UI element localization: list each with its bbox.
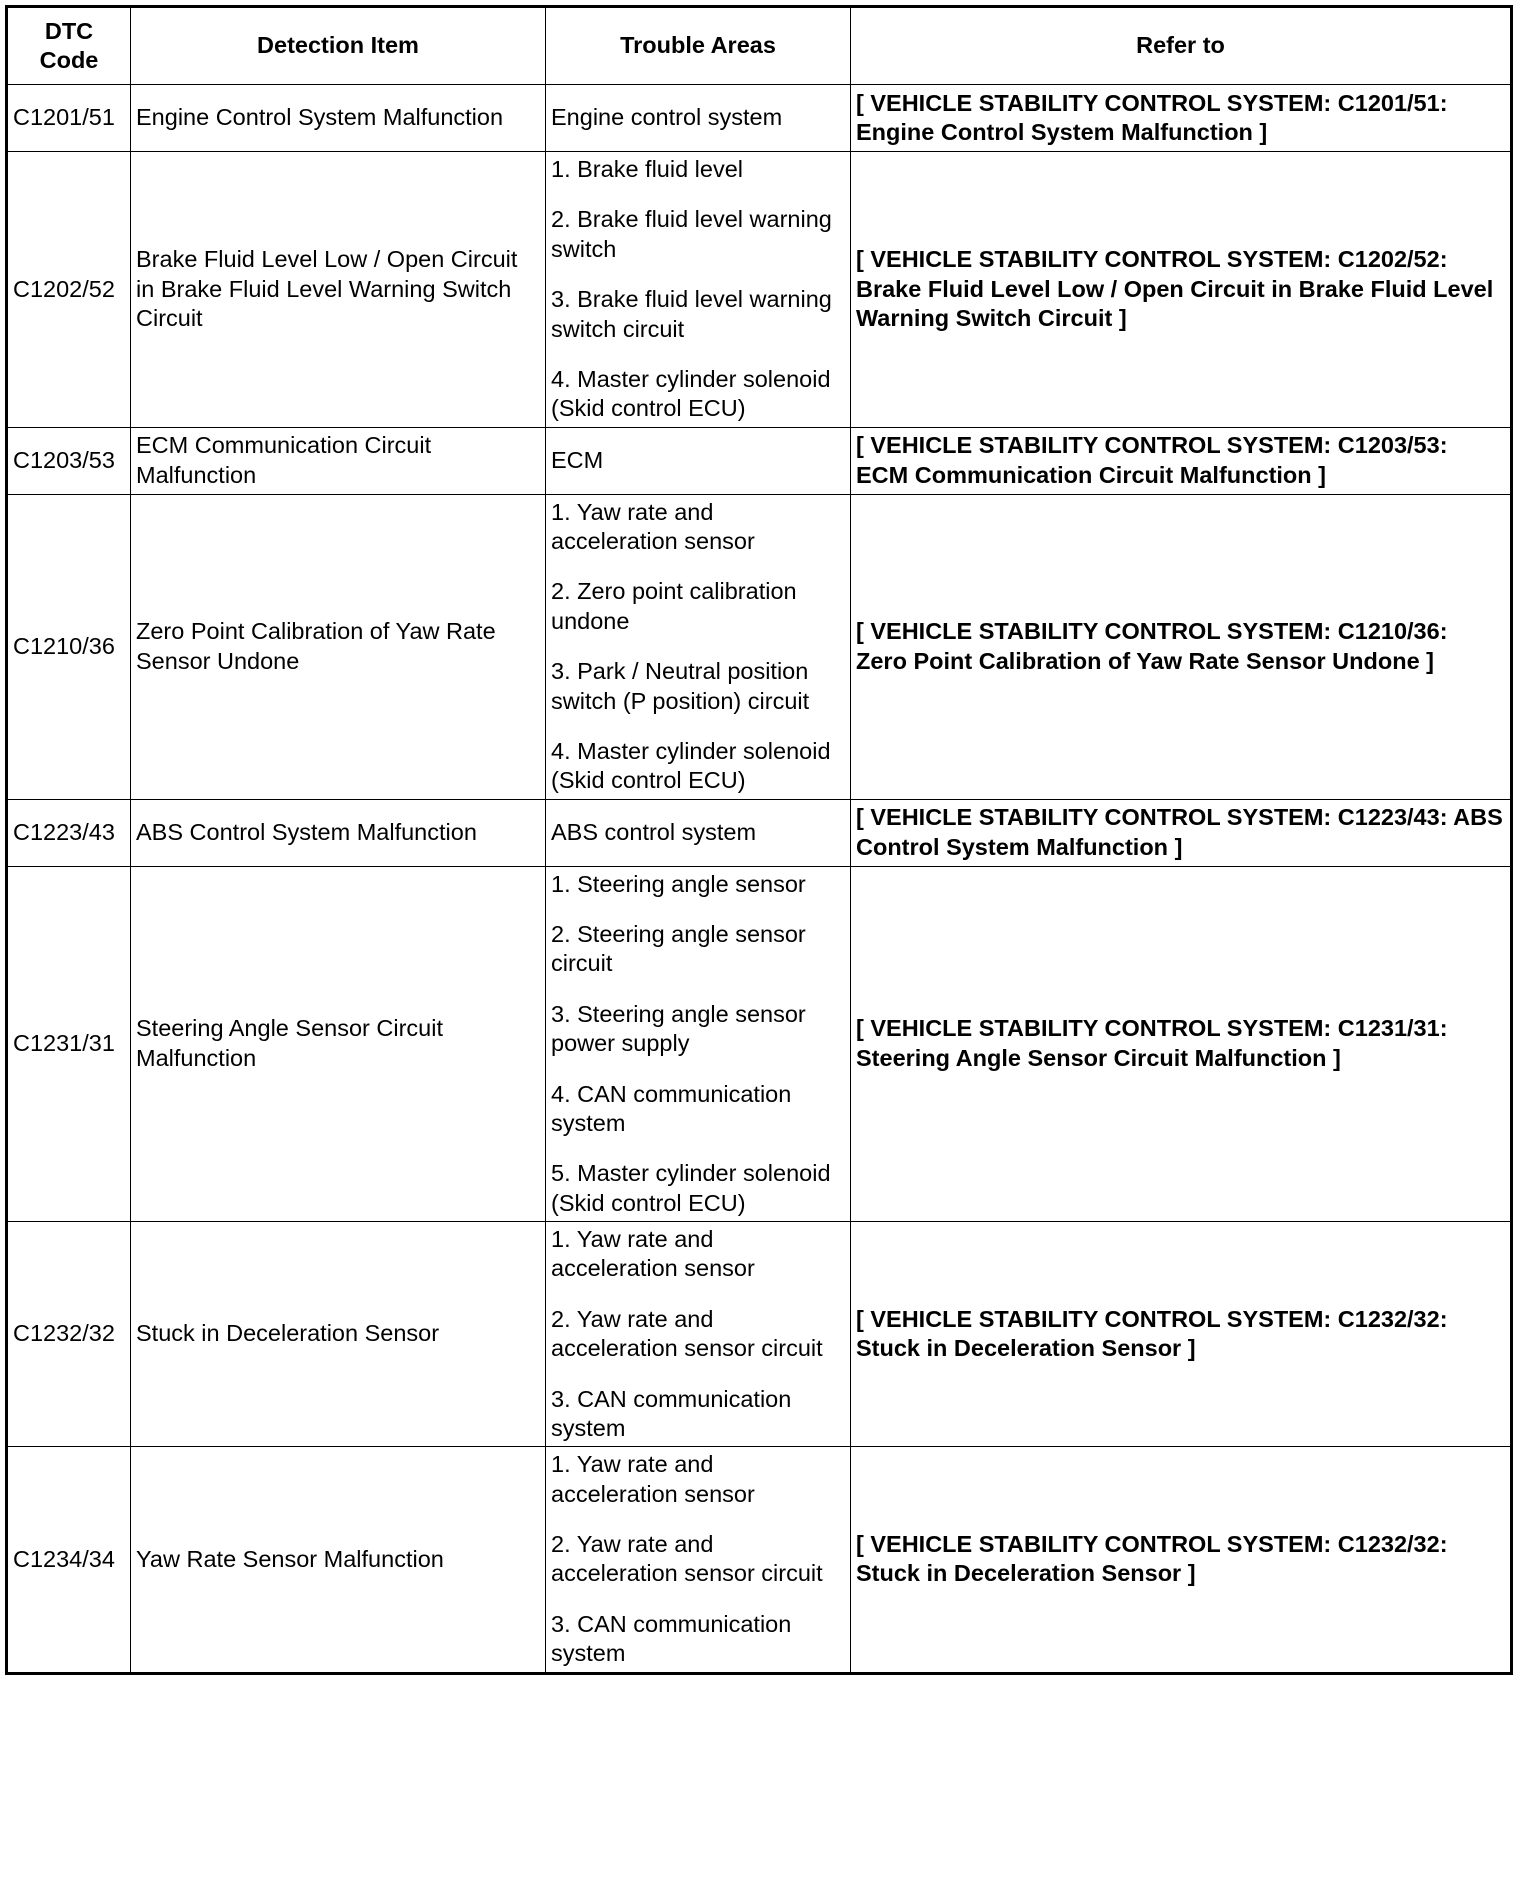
table-body [7,85,1512,1674]
trouble-areas-cell [546,427,851,494]
dtc-code-cell: C1223/43 [7,799,131,866]
dtc-code-cell: C1203/53 [7,427,131,494]
trouble-areas-cell [546,85,851,152]
trouble-area-item: ECM [551,446,604,473]
dtc-code-cell: C1231/31 [7,866,131,1221]
header-detection-item: Detection Item [131,7,546,85]
trouble-area-item: 4. Master cylinder solenoid (Skid control ECU) [551,365,831,422]
detection-item-cell: Steering Angle Sensor Circuit Malfunction [131,866,546,1221]
table-row [7,1222,1512,1447]
trouble-areas-list [551,870,843,1218]
detection-item-cell: Stuck in Deceleration Sensor [131,1222,546,1447]
detection-item-cell: Engine Control System Malfunction [131,85,546,152]
refer-to-link[interactable]: [ VEHICLE STABILITY CONTROL SYSTEM: C1203/53: ECM Communication Circuit Malfunction ] [851,427,1512,494]
trouble-area-item: 1. Yaw rate and acceleration sensor [551,498,755,554]
trouble-area-item: 2. Zero point calibration undone [551,578,797,634]
trouble-areas-cell [546,1447,851,1673]
trouble-area-item: 1. Steering angle sensor [551,870,806,897]
trouble-area-item: 3. Brake fluid level warning switch circuit [551,286,832,342]
trouble-area-item: 2. Brake fluid level warning switch [551,206,832,262]
table-row [7,152,1512,428]
table-row [7,85,1512,152]
trouble-area-item: 3. Steering angle sensor power supply [551,1000,806,1057]
dtc-code-cell: C1201/51 [7,85,131,152]
trouble-area-item: 2. Yaw rate and acceleration sensor circuit [551,1531,823,1587]
trouble-area-item: 4. CAN communication system [551,1080,792,1136]
dtc-table [5,5,1513,1675]
refer-to-link[interactable]: [ VEHICLE STABILITY CONTROL SYSTEM: C1232/32: Stuck in Deceleration Sensor ] [851,1222,1512,1447]
detection-item-cell: ECM Communication Circuit Malfunction [131,427,546,494]
detection-item-cell: Yaw Rate Sensor Malfunction [131,1447,546,1673]
trouble-areas-cell [546,799,851,866]
refer-to-link[interactable]: [ VEHICLE STABILITY CONTROL SYSTEM: C1231/31: Steering Angle Sensor Circuit Malfunction ] [851,866,1512,1221]
trouble-area-item: Engine control system [551,104,783,131]
dtc-code-cell: C1202/52 [7,152,131,428]
trouble-area-item: 2. Yaw rate and acceleration sensor circuit [551,1305,823,1362]
trouble-area-item: 1. Brake fluid level [551,156,744,182]
dtc-code-cell: C1234/34 [7,1447,131,1673]
table-row [7,427,1512,494]
dtc-code-cell: C1232/32 [7,1222,131,1447]
trouble-area-item: 1. Yaw rate and acceleration sensor [551,1451,755,1507]
trouble-area-item: 3. Park / Neutral position switch (P position) circuit [551,658,810,714]
trouble-areas-cell [546,866,851,1221]
trouble-areas-list [551,1450,843,1668]
header-trouble-areas: Trouble Areas [546,7,851,85]
trouble-areas-list [551,818,843,847]
trouble-areas-list [551,155,843,424]
trouble-areas-list [551,498,843,796]
refer-to-link[interactable]: [ VEHICLE STABILITY CONTROL SYSTEM: C1202/52: Brake Fluid Level Low / Open Circuit in Brake Fluid Level Warning Switch Circuit ] [851,152,1512,428]
trouble-area-item: 2. Steering angle sensor circuit [551,921,806,977]
refer-to-link[interactable]: [ VEHICLE STABILITY CONTROL SYSTEM: C1210/36: Zero Point Calibration of Yaw Rate Sensor Undone ] [851,494,1512,799]
table-row [7,866,1512,1221]
trouble-areas-cell [546,494,851,799]
header-row [7,7,1512,85]
refer-to-link[interactable]: [ VEHICLE STABILITY CONTROL SYSTEM: C1201/51: Engine Control System Malfunction ] [851,85,1512,152]
header-dtc-code-line2: Code [39,47,99,73]
header-dtc-code [7,7,131,85]
header-refer-to: Refer to [851,7,1512,85]
detection-item-cell: Brake Fluid Level Low / Open Circuit in Brake Fluid Level Warning Switch Circuit [131,152,546,428]
trouble-areas-cell [546,152,851,428]
trouble-area-item: 5. Master cylinder solenoid (Skid control ECU) [551,1160,831,1216]
header-dtc-code-line1: DTC [44,17,94,44]
trouble-area-item: 1. Yaw rate and acceleration sensor [551,1226,755,1282]
trouble-areas-list [551,103,843,132]
trouble-areas-list [551,446,843,475]
refer-to-link[interactable]: [ VEHICLE STABILITY CONTROL SYSTEM: C1232/32: Stuck in Deceleration Sensor ] [851,1447,1512,1673]
trouble-area-item: 3. CAN communication system [551,1610,792,1667]
table-row [7,799,1512,866]
dtc-code-cell: C1210/36 [7,494,131,799]
table-row [7,1447,1512,1673]
trouble-area-item: 3. CAN communication system [551,1385,792,1441]
trouble-area-item: ABS control system [551,818,757,845]
refer-to-link[interactable]: [ VEHICLE STABILITY CONTROL SYSTEM: C1223/43: ABS Control System Malfunction ] [851,799,1512,866]
table-row [7,494,1512,799]
detection-item-cell: Zero Point Calibration of Yaw Rate Sensor Undone [131,494,546,799]
trouble-areas-list [551,1225,843,1443]
trouble-areas-cell [546,1222,851,1447]
trouble-area-item: 4. Master cylinder solenoid (Skid control ECU) [551,737,831,794]
detection-item-cell: ABS Control System Malfunction [131,799,546,866]
